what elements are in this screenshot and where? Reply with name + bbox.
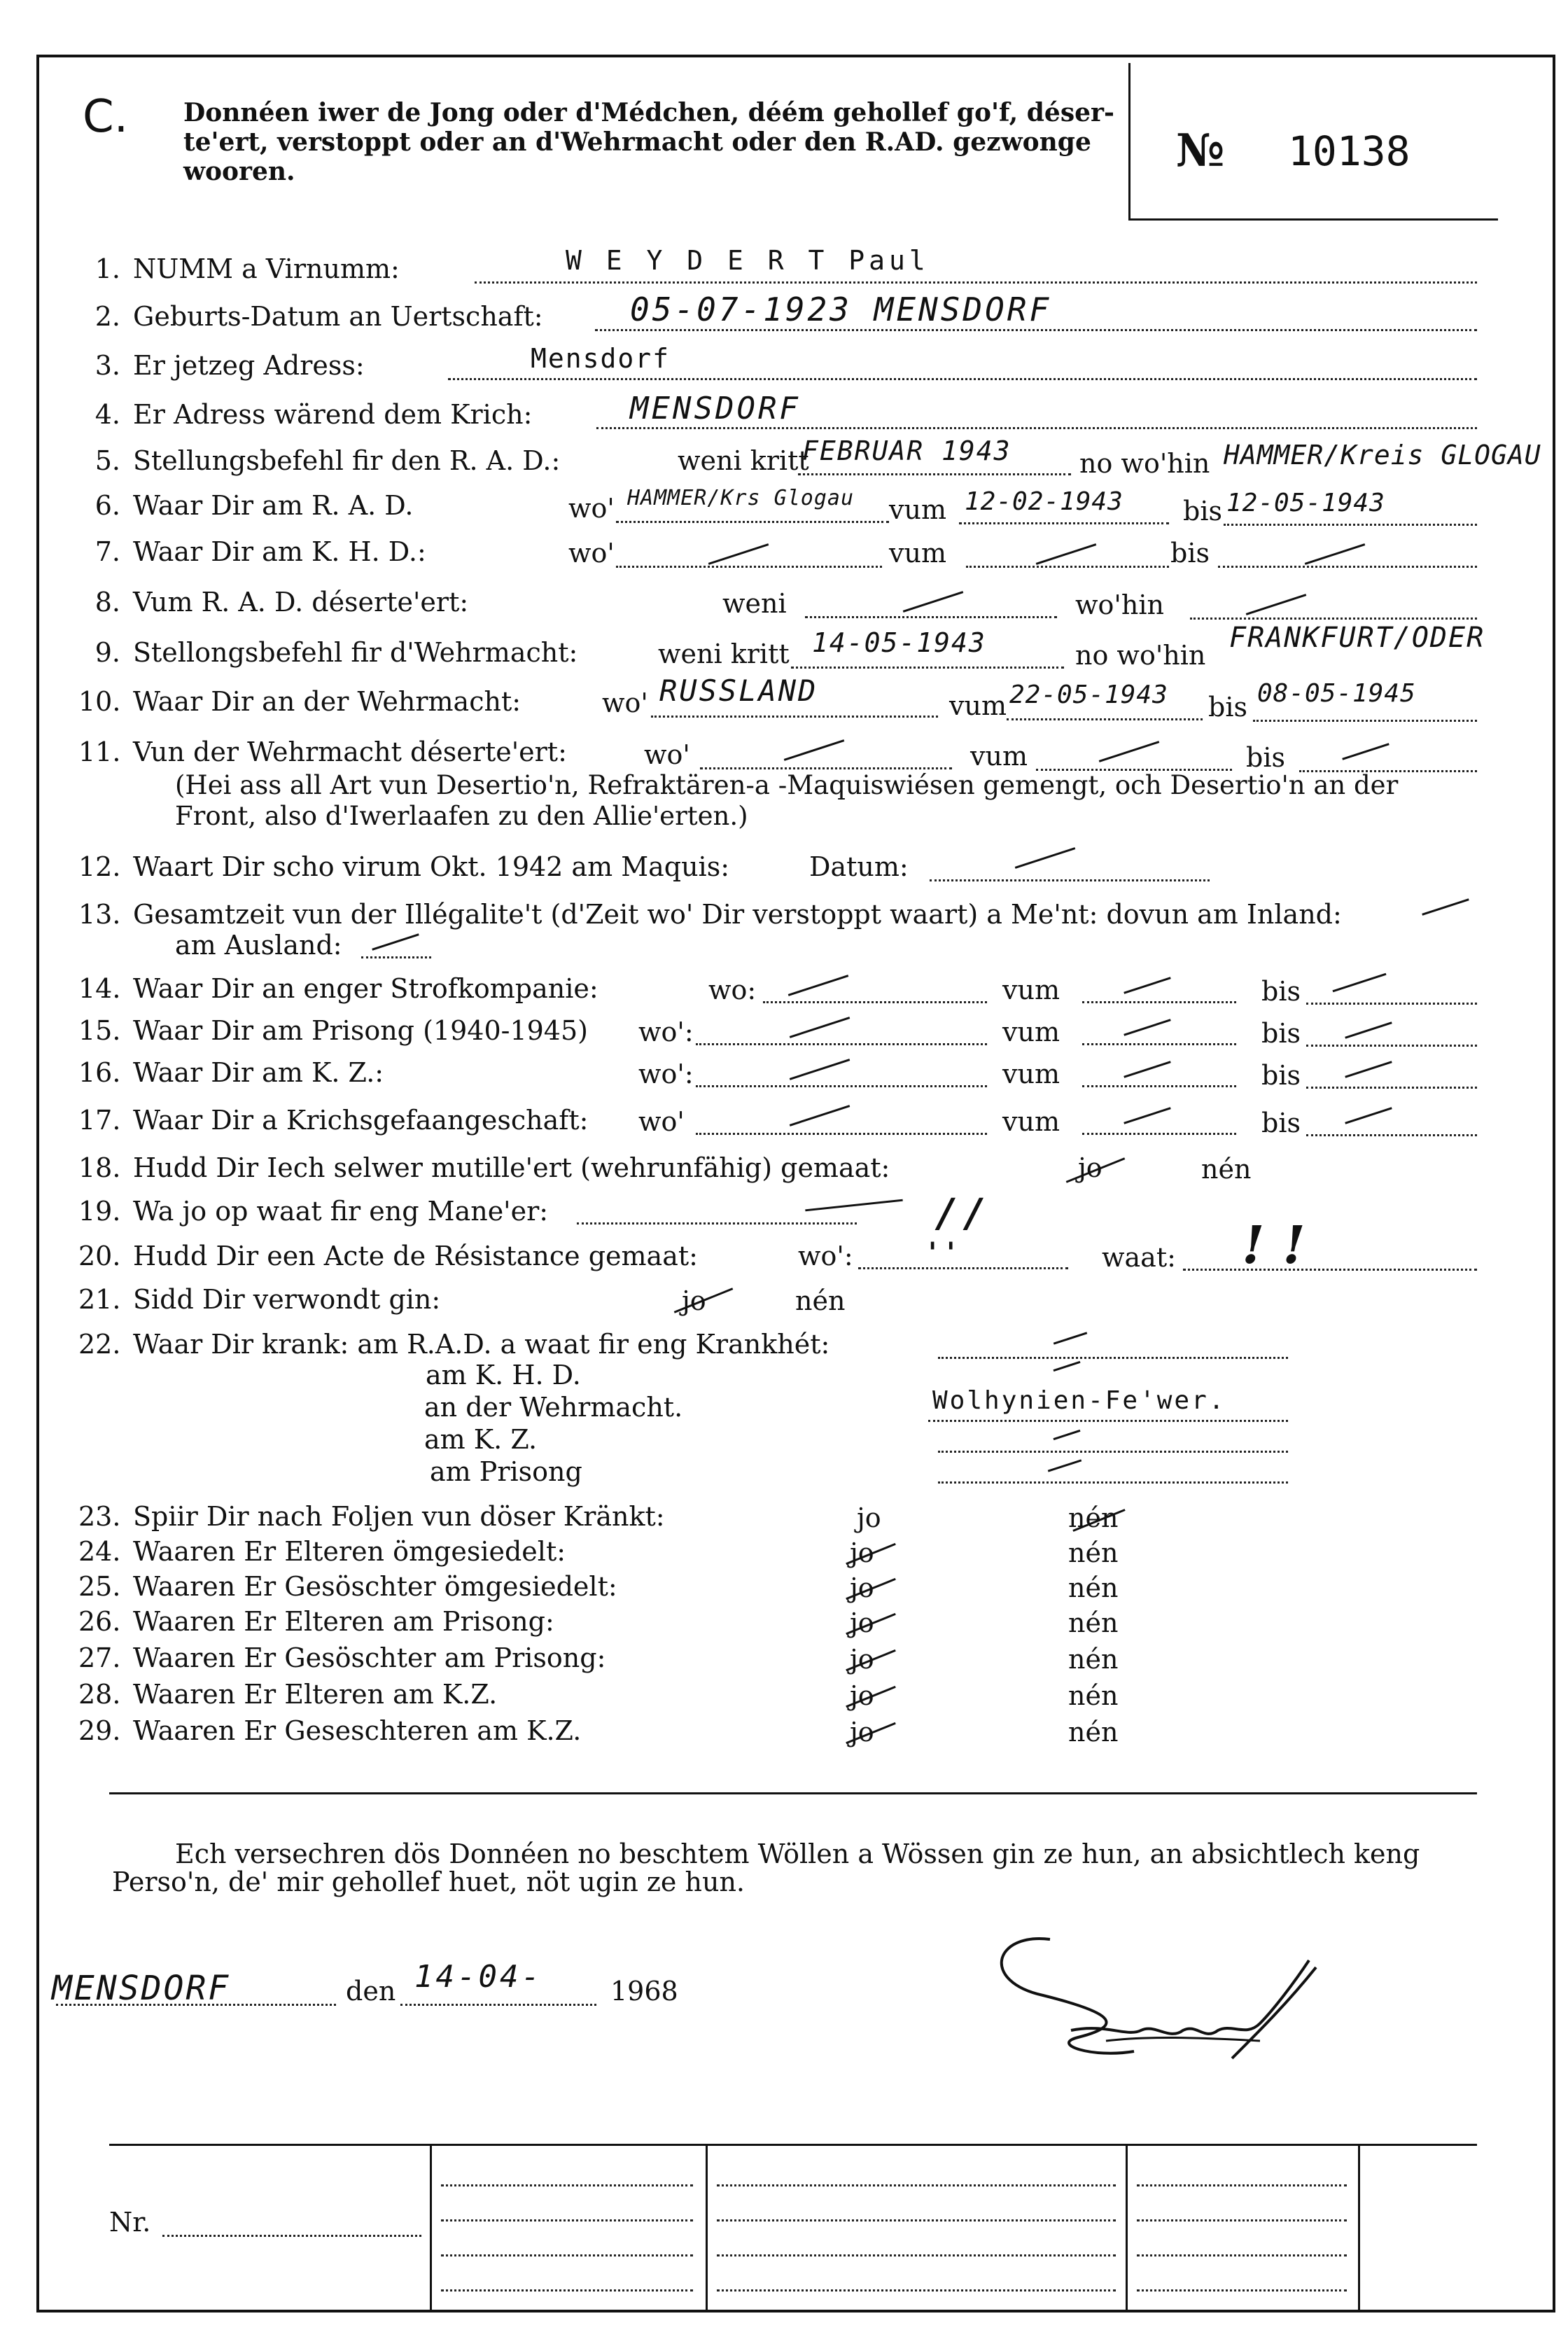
row-7-wo-label: wo' — [568, 538, 615, 568]
footer-col-divider — [1358, 2144, 1360, 2312]
row-2: 2. Geburts-Datum an Uertschaft: — [94, 301, 543, 332]
row-11-wo-line — [700, 767, 952, 769]
rad-to: 12-05-1943 — [1226, 489, 1385, 517]
row-17-vum-line — [1082, 1133, 1236, 1135]
row-16-bis-label: bis — [1261, 1060, 1301, 1091]
title-line-2: te'ert, verstoppt oder an d'Wehrmacht oder den R.AD. gezwonge — [183, 127, 1091, 157]
signature-date: 14-04- — [414, 1959, 542, 1995]
war-address-value: MENSDORF — [630, 391, 801, 426]
row-22-line-3 — [938, 1451, 1288, 1453]
footer-line — [1137, 2289, 1347, 2291]
row-16-vum-line — [1082, 1085, 1236, 1087]
row-13: 13. Gesamtzeit vun der Illégalite't (d'Zeit wo' Dir verstoppt waart) a Me'nt: dovun am Inland: — [78, 899, 1342, 930]
row-20-wo-mark: ' ' — [928, 1236, 955, 1269]
rad-place: HAMMER/Krs Glogau — [627, 486, 855, 510]
row-24-jo: jo — [850, 1537, 874, 1568]
row-21-nen: nén — [795, 1285, 846, 1316]
row-22-sub-khd: am K. H. D. — [426, 1360, 581, 1390]
address-value: Mensdorf — [531, 343, 671, 374]
footer-line — [441, 2289, 693, 2291]
wehrmacht-order-date: 14-05-1943 — [812, 627, 986, 658]
row-6-vum-label: vum — [889, 494, 946, 525]
footer-col-divider — [430, 2144, 432, 2312]
row-15-vum-line — [1082, 1043, 1236, 1045]
wehrmacht-destination: FRANKFURT/ODER — [1229, 622, 1485, 654]
row-13-ausland-label: am Ausland: — [175, 930, 342, 961]
row-7-vum-label: vum — [889, 538, 946, 568]
date-line — [400, 2004, 596, 2006]
row-6-bis-line — [1224, 524, 1477, 526]
row-5-weni-label: weni kritt — [678, 445, 809, 476]
number-symbol: № — [1176, 125, 1225, 177]
row-12-datum-label: Datum: — [809, 851, 909, 882]
row-10-bis-label: bis — [1208, 692, 1247, 723]
row-7: 7. Waar Dir am K. H. D.: — [94, 536, 426, 567]
den-label: den — [346, 1976, 396, 2007]
row-5-nowohin-label: no wo'hin — [1079, 448, 1210, 479]
row-9-weni-label: weni kritt — [658, 639, 790, 669]
row-18: 18. Hudd Dir Iech selwer mutille'ert (wehrunfähig) gemaat: — [78, 1152, 890, 1183]
row-21: 21. Sidd Dir verwondt gin: — [78, 1284, 441, 1315]
row-6: 6. Waar Dir am R. A. D. — [94, 490, 414, 521]
row-25: 25. Waaren Er Gesöschter ömgesiedelt: — [78, 1571, 617, 1602]
row-17-vum-label: vum — [1002, 1106, 1060, 1137]
illness-value: Wolhynien-Fe'wer. — [932, 1386, 1226, 1415]
row-22-sub-prisong: am Prisong — [430, 1456, 582, 1487]
row-21-jo: jo — [682, 1285, 706, 1316]
row-23-nen: nén — [1068, 1502, 1119, 1533]
row-7-bis-label: bis — [1170, 538, 1210, 568]
row-23: 23. Spiir Dir nach Foljen vun döser Kränkt: — [78, 1501, 665, 1532]
footer-line — [717, 2289, 1116, 2291]
footer-col-divider — [706, 2144, 708, 2312]
row-4-line — [596, 427, 1477, 429]
row-25-nen: nén — [1068, 1572, 1119, 1603]
row-15-wo-line — [696, 1043, 987, 1045]
row-7-bis-line — [1218, 566, 1477, 568]
row-9-nowohin-label: no wo'hin — [1075, 640, 1206, 671]
footer-line — [717, 2219, 1116, 2221]
row-26: 26. Waaren Er Elteren am Prisong: — [78, 1606, 554, 1637]
row-17-wo-label: wo' — [638, 1106, 685, 1137]
row-5-weni-line — [798, 473, 1071, 475]
row-8-wohin-label: wo'hin — [1075, 590, 1164, 620]
row-22-line-1 — [938, 1357, 1288, 1359]
row-10-bis-line — [1253, 720, 1477, 722]
row-17-bis-line — [1306, 1134, 1477, 1136]
section-divider — [109, 1792, 1477, 1794]
row-28-nen: nén — [1068, 1680, 1119, 1711]
row-22-line-4 — [938, 1481, 1288, 1484]
row-16-bis-line — [1306, 1087, 1477, 1089]
signature-place: MENSDORF — [52, 1969, 231, 2008]
row-11-note-1: (Hei ass all Art vun Desertio'n, Refraktären-a -Maquiswiésen gemengt, och Desertio'n an der — [175, 770, 1399, 800]
row-11-wo-label: wo' — [644, 739, 690, 770]
row-6-wo-label: wo' — [568, 493, 615, 524]
row-10: 10. Waar Dir an der Wehrmacht: — [78, 686, 522, 717]
row-19: 19. Wa jo op waat fir eng Mane'er: — [78, 1196, 549, 1227]
row-19-mark: / / — [938, 1190, 981, 1236]
row-16-wo-line — [696, 1085, 987, 1087]
place-line — [56, 2004, 336, 2006]
row-14-vum-line — [1082, 1001, 1236, 1003]
declaration-line-1: Ech versechren dös Donnéen no beschtem Wöllen a Wössen gin ze hun, an absichtlech keng — [175, 1839, 1420, 1869]
header-divider — [1128, 63, 1130, 218]
wehrmacht-to: 08-05-1945 — [1257, 679, 1416, 708]
signature-year: 1968 — [610, 1976, 678, 2007]
rad-destination: HAMMER/Kreis GLOGAU — [1224, 440, 1541, 470]
row-3-line — [448, 378, 1477, 380]
row-15-wo-label: wo': — [638, 1017, 694, 1047]
row-14-wo-line — [763, 1001, 987, 1003]
footer-line — [1137, 2254, 1347, 2256]
footer-nr-label: Nr. — [109, 2207, 151, 2238]
declaration-line-2: Perso'n, de' mir gehollef huet, nöt ugin ze hun. — [112, 1867, 746, 1897]
rad-order-date: FEBRUAR 1943 — [802, 435, 1011, 466]
footer-line — [717, 2254, 1116, 2256]
row-26-jo: jo — [850, 1607, 874, 1638]
row-2-line — [595, 329, 1477, 331]
row-28: 28. Waaren Er Elteren am K.Z. — [78, 1679, 498, 1710]
row-27-jo: jo — [850, 1644, 874, 1675]
form-title — [183, 98, 1114, 186]
row-11: 11. Vun der Wehrmacht déserte'ert: — [78, 737, 567, 767]
birth-value: 05-07-1923 MENSDORF — [630, 291, 1052, 328]
footer-col-divider — [1126, 2144, 1128, 2312]
row-4: 4. Er Adress wärend dem Krich: — [94, 399, 533, 430]
row-23-jo: jo — [857, 1502, 881, 1533]
wehrmacht-from: 22-05-1943 — [1009, 681, 1168, 709]
row-10-wo-label: wo' — [602, 688, 648, 718]
row-1-line — [475, 281, 1477, 284]
row-22-sub-wehrmacht: an der Wehrmacht. — [424, 1392, 683, 1423]
row-12-datum-line — [930, 879, 1210, 881]
footer-line — [1137, 2219, 1347, 2221]
row-13-ausland-line — [361, 956, 431, 958]
row-14: 14. Waar Dir an enger Strofkompanie: — [78, 973, 598, 1004]
row-22-sub-kz: am K. Z. — [424, 1424, 538, 1455]
row-1: 1. NUMM a Virnumm: — [94, 253, 400, 284]
footer-line — [717, 2184, 1116, 2186]
row-7-wo-line — [616, 566, 882, 568]
footer-line — [441, 2184, 693, 2186]
row-28-jo: jo — [850, 1680, 874, 1711]
row-17-wo-line — [696, 1133, 987, 1135]
row-20-waat-label: waat: — [1102, 1242, 1176, 1273]
row-10-vum-line — [1007, 718, 1203, 720]
row-14-bis-label: bis — [1261, 976, 1301, 1007]
row-15-bis-label: bis — [1261, 1018, 1301, 1049]
row-6-vum-line — [959, 522, 1169, 524]
name-value: W E Y D E R T Paul — [566, 245, 930, 276]
row-11-vum-label: vum — [970, 741, 1028, 772]
row-9: 9. Stellongsbefehl fir d'Wehrmacht: — [94, 637, 578, 668]
row-20-waat-mark: ! ! — [1242, 1215, 1306, 1276]
row-14-wo-label: wo: — [708, 975, 757, 1005]
row-7-vum-line — [966, 566, 1169, 568]
row-19-line — [577, 1222, 857, 1225]
row-27: 27. Waaren Er Gesöschter am Prisong: — [78, 1642, 606, 1673]
row-25-jo: jo — [850, 1572, 874, 1603]
section-letter: C. — [83, 91, 129, 143]
title-line-3: wooren. — [183, 157, 295, 186]
row-12: 12. Waart Dir scho virum Okt. 1942 am Maquis: — [78, 851, 730, 882]
row-11-bis-label: bis — [1246, 742, 1285, 773]
row-29: 29. Waaren Er Geseschteren am K.Z. — [78, 1715, 582, 1746]
title-line-1: Donnéen iwer de Jong oder d'Médchen, déém gehollef go'f, déser- — [183, 98, 1114, 127]
handwritten-signature — [966, 1918, 1358, 2086]
row-18-nen: nén — [1201, 1154, 1252, 1185]
row-6-bis-label: bis — [1183, 496, 1222, 526]
row-8: 8. Vum R. A. D. déserte'ert: — [94, 587, 469, 618]
row-15: 15. Waar Dir am Prisong (1940-1945) — [78, 1015, 588, 1046]
row-29-nen: nén — [1068, 1717, 1119, 1747]
header-box-bottom — [1128, 218, 1498, 221]
row-24-nen: nén — [1068, 1537, 1119, 1568]
row-15-bis-line — [1306, 1045, 1477, 1047]
row-8-weni-label: weni — [722, 588, 787, 619]
footer-nr-line — [162, 2235, 421, 2237]
row-20-wo-line — [858, 1267, 1068, 1269]
row-16: 16. Waar Dir am K. Z.: — [78, 1057, 384, 1088]
row-20-waat-line — [1183, 1269, 1477, 1271]
row-24: 24. Waaren Er Elteren ömgesiedelt: — [78, 1536, 566, 1567]
row-20: 20. Hudd Dir een Acte de Résistance gemaat: — [78, 1241, 698, 1271]
row-16-vum-label: vum — [1002, 1059, 1060, 1089]
row-10-vum-label: vum — [949, 690, 1007, 721]
row-14-bis-line — [1306, 1003, 1477, 1005]
row-17: 17. Waar Dir a Krichsgefaangeschaft: — [78, 1105, 589, 1136]
footer-line — [441, 2254, 693, 2256]
row-8-weni-line — [805, 616, 1057, 618]
row-18-jo: jo — [1078, 1152, 1102, 1183]
wehrmacht-place: RUSSLAND — [659, 674, 818, 708]
row-10-wo-line — [651, 716, 938, 718]
footer-line — [441, 2219, 693, 2221]
row-5: 5. Stellungsbefehl fir den R. A. D.: — [94, 445, 561, 476]
row-29-jo: jo — [850, 1717, 874, 1747]
footer-top-line — [109, 2144, 1477, 2146]
row-9-weni-line — [791, 667, 1064, 669]
row-20-wo-label: wo': — [798, 1241, 853, 1271]
row-6-wo-line — [616, 521, 889, 523]
row-15-vum-label: vum — [1002, 1017, 1060, 1047]
footer-line — [1137, 2184, 1347, 2186]
row-22-line-2 — [928, 1420, 1288, 1422]
row-16-wo-label: wo': — [638, 1059, 694, 1089]
row-22: 22. Waar Dir krank: am R.A.D. a waat fir eng Krankhét: — [78, 1329, 830, 1360]
row-17-bis-label: bis — [1261, 1108, 1301, 1138]
row-11-note-2: Front, also d'Iwerlaafen zu den Allie'erten.) — [175, 801, 748, 831]
row-26-nen: nén — [1068, 1607, 1119, 1638]
row-14-vum-label: vum — [1002, 975, 1060, 1005]
row-8-wohin-line — [1190, 618, 1477, 620]
row-27-nen: nén — [1068, 1644, 1119, 1675]
form-number: 10138 — [1288, 127, 1410, 175]
row-3: 3. Er jetzeg Adress: — [94, 350, 365, 381]
rad-from: 12-02-1943 — [965, 487, 1124, 516]
